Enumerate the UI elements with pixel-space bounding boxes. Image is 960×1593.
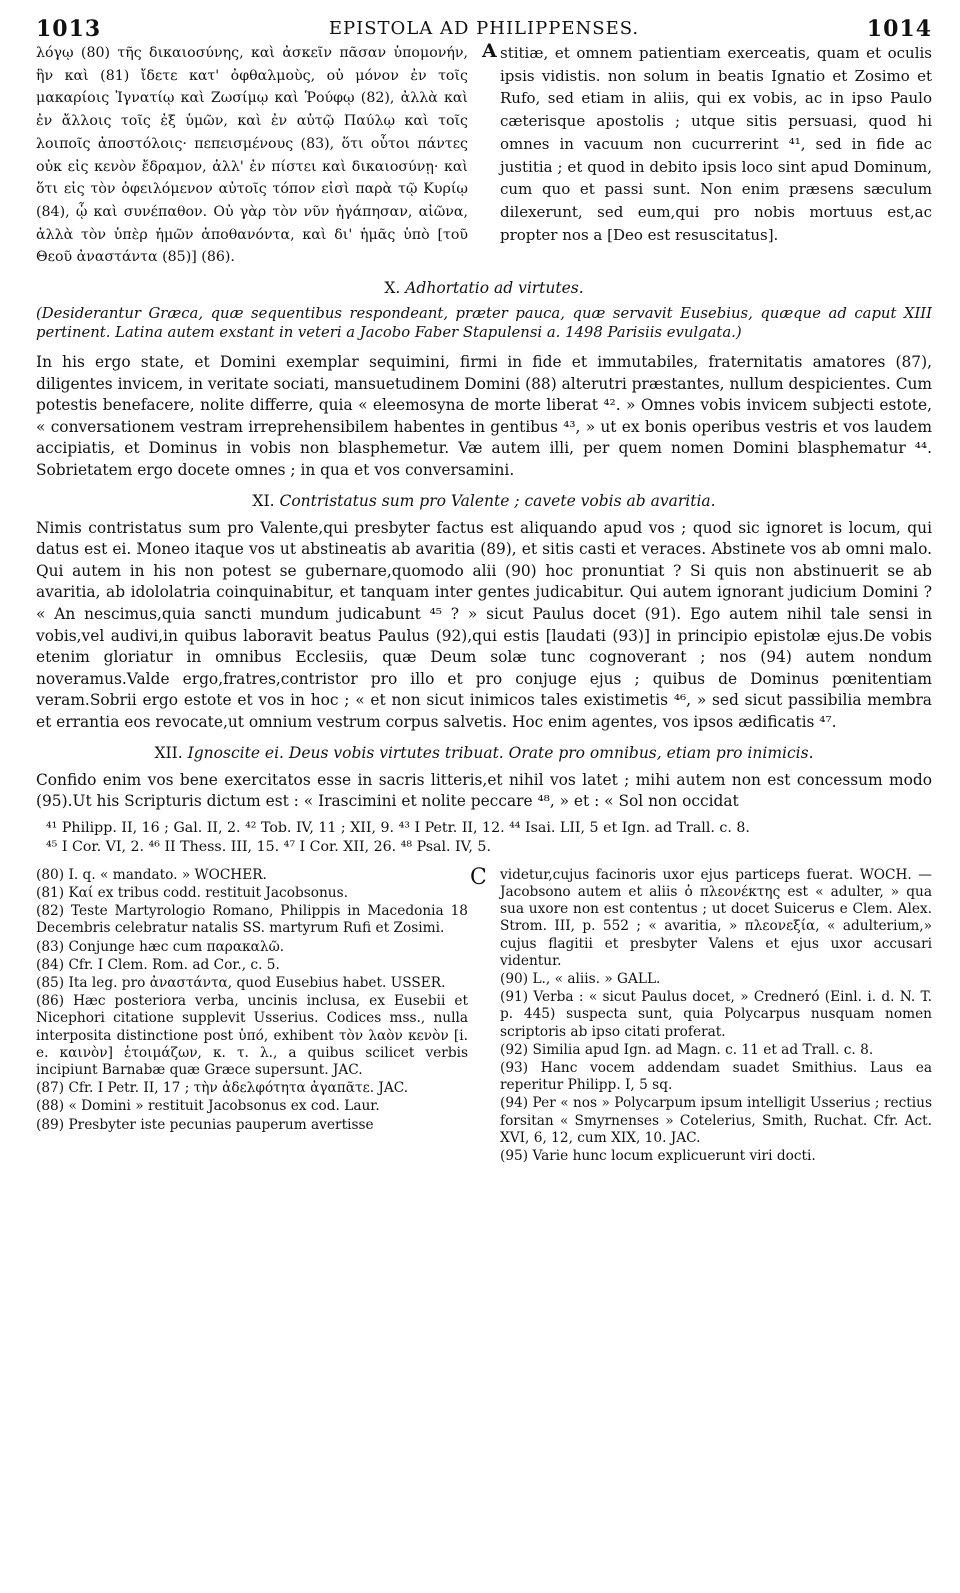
section-heading-xii (36, 744, 932, 762)
top-parallel-text (36, 42, 932, 269)
latin-column (500, 42, 932, 269)
latin-text: stitiæ, et omnem patientiam exerceatis, quam et oculis ipsis vidistis. non solum in beatis Ignatio et Zosimo et Rufo, sed etiam in aliis, qui ex vobis, ac in ipso Paulo cæterisque apostolis ; utque sitis persuasi, quod hi omnes in vacuum non cucurrerint ⁴¹, sed in fide ac justitia ; et quod in debito ipsis loco sint apud Dominum, cum quo et passi sunt. Non enim præsens sæculum dilexerunt, sed eum,qui pro nobis mortuus est,ac propter nos a [Deo est resuscitatus]. (500, 44, 932, 244)
left-page-number: 1013 (36, 16, 102, 42)
reference-line: ⁴¹ Philipp. II, 16 ; Gal. II, 2. ⁴² Tob. IV, 11 ; XII, 9. ⁴³ I Petr. II, 12. ⁴⁴ Isai. LII, 5 et Ign. ad Trall. c. 8. (46, 819, 750, 836)
footnote: (83) Conjunge hæc cum παρακαλῶ. (36, 938, 285, 955)
margin-marker-a: A (482, 40, 497, 62)
footnote: (88) « Domini » restituit Jacobsonus ex cod. Laur. (36, 1098, 380, 1115)
right-page-number: 1014 (866, 16, 932, 42)
section-heading-x (36, 279, 932, 297)
reference-line: ⁴⁵ I Cor. VI, 2. ⁴⁶ II Thess. III, 15. ⁴⁷ I Cor. XII, 26. ⁴⁸ Psal. IV, 5. (46, 838, 491, 855)
section-number: XI. (252, 491, 275, 510)
footnote: (87) Cfr. I Petr. II, 17 ; τὴν ἀδελφότητα ἀγαπᾶτε. JAC. (36, 1080, 409, 1097)
section-xi-body: Nimis contristatus sum pro Valente,qui presbyter factus est aliquando apud vos ; quod sic ignoret is locum, qui datus est ei. Moneo itaque vos ut abstineatis ab avaritia (89), et sitis casti et veraces. Abstinete vos ab omni malo. Qui autem in his non potest se gubernare,quomodo alii (90) hoc pronuntiat ? Si quis non abstinuerit se ab avaritia, ab idololatria coinquinabitur, et tanquam inter gentes judicabitur. Qui autem ignorant judicium Domini ? « An nescimus,quia sancti mundum judicabunt ⁴⁵ ? » sicut Paulus docet (91). Ego autem nihil tale sensi in vobis,vel audivi,in quibus laboravit beatus Paulus (92),qui estis [laudati (93)] in principio epistolæ ejus.De vobis etenim gloriatur in omnibus Ecclesiis, quæ Deum solæ tunc cognoverant ; nos (94) autem nondum noveramus.Valde ergo,fratres,contristor pro illo et pro conjuge ejus ; quibus de Dominus pœnitentiam veram.Sobrii ergo estote et vos in hoc ; « et non sicut inimicos tales existimetis ⁴⁶, » sed sicut passibilia membra et errantia eos revocate,ut omnium vestrum corpus salvetis. Hoc enim agentes, vos ipsos ædificatis ⁴⁷. (36, 518, 932, 731)
editorial-note: (Desiderantur Græca, quæ sequentibus respondeant, præter pauca, quæ servavit Eusebius, quæque ad caput XIII pertinent. Latina autem exstant in veteri a Jacobo Faber Stapulensi a. 1498 Parisiis evulgata.) (36, 305, 932, 341)
running-title: EPISTOLA AD PHILIPPENSES. (328, 18, 640, 39)
page-header (36, 8, 932, 42)
footnotes-left (36, 867, 468, 1166)
page (36, 8, 932, 1166)
footnote: (90) L., « aliis. » GALL. (500, 970, 661, 987)
footnote: (93) Hanc vocem addendam suadet Smithius. Laus ea reperitur Philipp. I, 5 sq. (500, 1059, 932, 1094)
margin-marker-c: C (470, 864, 487, 890)
footnote: (89) Presbyter iste pecunias pauperum avertisse (36, 1116, 374, 1133)
section-title: Ignoscite ei. Deus vobis virtutes tribuat. Orate pro omnibus, etiam pro inimicis. (187, 743, 814, 762)
footnote: (94) Per « nos » Polycarpum ipsum intelligit Usserius ; rectius forsitan « Smyrnenses » Cotelerius, Smith, Ruchat. Cfr. Act. XVI, 6, 12, cum XIX, 10. JAC. (500, 1095, 932, 1146)
footnote: (80) I. q. « mandato. » WOCHER. (36, 866, 267, 883)
scripture-references (46, 819, 932, 857)
footnote: (95) Varie hunc locum explicuerunt viri docti. (500, 1147, 816, 1164)
section-heading-xi (36, 492, 932, 510)
footnote: (84) Cfr. I Clem. Rom. ad Cor., c. 5. (36, 956, 280, 973)
footnote: (82) Teste Martyrologio Romano, Philippis in Macedonia 18 Decembris celebratur natalis SS. martyrum Rufi et Zosimi. (36, 903, 468, 937)
greek-column (36, 42, 468, 269)
footnote: videtur,cujus facinoris uxor ejus particeps fuerat. WOCH. — Jacobsono autem et aliis ὁ πλεονέκτης est « adulter, » qua sua uxore non est contentus ; ut docet Suicerus e Clem. Alex. Strom. III, p. 552 ; « avaritia, » πλεονεξία, « adulterium,» cujus flagitii et presbyter Valens et ejus uxor accusari videntur. (500, 866, 932, 969)
section-x-body: In his ergo state, et Domini exemplar sequimini, firmi in fide et immutabiles, fraternitatis amatores (87), diligentes invicem, in veritate sociati, mansuetudinem Domini (88) alterutri præstantes, nullum despicientes. Cum potestis benefacere, nolite differre, quia « eleemosyna de morte liberat ⁴². » Omnes vobis invicem subjecti estote, « conversationem vestram irreprehensibilem habentes in gentibus ⁴³, » ut ex bonis operibus vestris et vos laudem accipiatis, et Dominus in vobis non blasphemetur. Væ autem illi, per quem nomen Domini blasphematur ⁴⁴. Sobrietatem ergo docete omnes ; in qua et vos conversamini. (36, 353, 932, 479)
section-title: Adhortatio ad virtutes. (405, 279, 584, 298)
footnotes-right (500, 867, 932, 1166)
section-xii-body: Confido enim vos bene exercitatos esse in sacris litteris,et nihil vos latet ; mihi autem non est concessum modo (95).Ut his Scripturis dictum est : « Irascimini et nolite peccare ⁴⁸, » et : « Sol non occidat (36, 770, 932, 811)
greek-text: λόγῳ (80) τῆς δικαιοσύνης, καὶ ἀσκεῖν πᾶσαν ὑπομονήν, ἣν καὶ (81) ἴδετε κατ' ὀφθαλμοὺς, οὐ μόνον ἐν τοῖς μακαρίοις Ἰγνατίῳ καὶ Ζωσίμῳ καὶ Ῥούφῳ (82), ἀλλὰ καὶ ἐν ἄλλοις τοῖς ἐξ ὑμῶν, καὶ ἐν αὐτῷ Παύλῳ καὶ τοῖς λοιποῖς ἀποστόλοις· πεπεισμένους (83), ὅτι οὗτοι πάντες οὐκ εἰς κενὸν ἔδραμον, ἀλλ' ἐν πίστει καὶ δικαιοσύνῃ· καὶ ὅτι εἰς τὸν ὀφειλόμενον αὐτοῖς τόπον εἰσὶ παρὰ τῷ Κυρίῳ (84), ᾧ καὶ συνέπαθον. Οὐ γὰρ τὸν νῦν ἠγάπησαν, αἰῶνα, ἀλλὰ τὸν ὑπὲρ ἡμῶν ἀποθανόντα, καὶ δι' ἡμᾶς ὑπὸ [τοῦ Θεοῦ ἀναστάντα (85)] (86). (36, 45, 468, 266)
footnote: (81) Καί ex tribus codd. restituit Jacobsonus. (36, 884, 348, 901)
footnote: (86) Hæc posteriora verba, uncinis inclusa, ex Eusebii et Nicephori citatione supplevit Usserius. Codices mss., nulla interposita distinctione post ὑπό, exhibent τὸν λαὸν κενὸν [i. e. καινὸν] ἑτοιμάζων, κ. τ. λ., a quibus scilicet verbis incipiunt Barnabæ quæ Græce supersunt. JAC. (36, 993, 468, 1078)
section-number: XII. (154, 743, 183, 762)
footnote: (91) Verba : « sicut Paulus docet, » Credneró (Einl. i. d. N. T. p. 445) suspecta sunt, quia Polycarpus nusquam nomen scriptoris ab ipso citati proferat. (500, 989, 932, 1040)
section-number: X. (384, 279, 401, 298)
footnotes (36, 864, 932, 1166)
section-title: Contristatus sum pro Valente ; cavete vobis ab avaritia. (279, 491, 716, 510)
footnote: (85) Ita leg. pro ἀναστάντα, quod Eusebius habet. USSER. (36, 974, 446, 991)
footnote: (92) Similia apud Ign. ad Magn. c. 11 et ad Trall. c. 8. (500, 1041, 874, 1058)
